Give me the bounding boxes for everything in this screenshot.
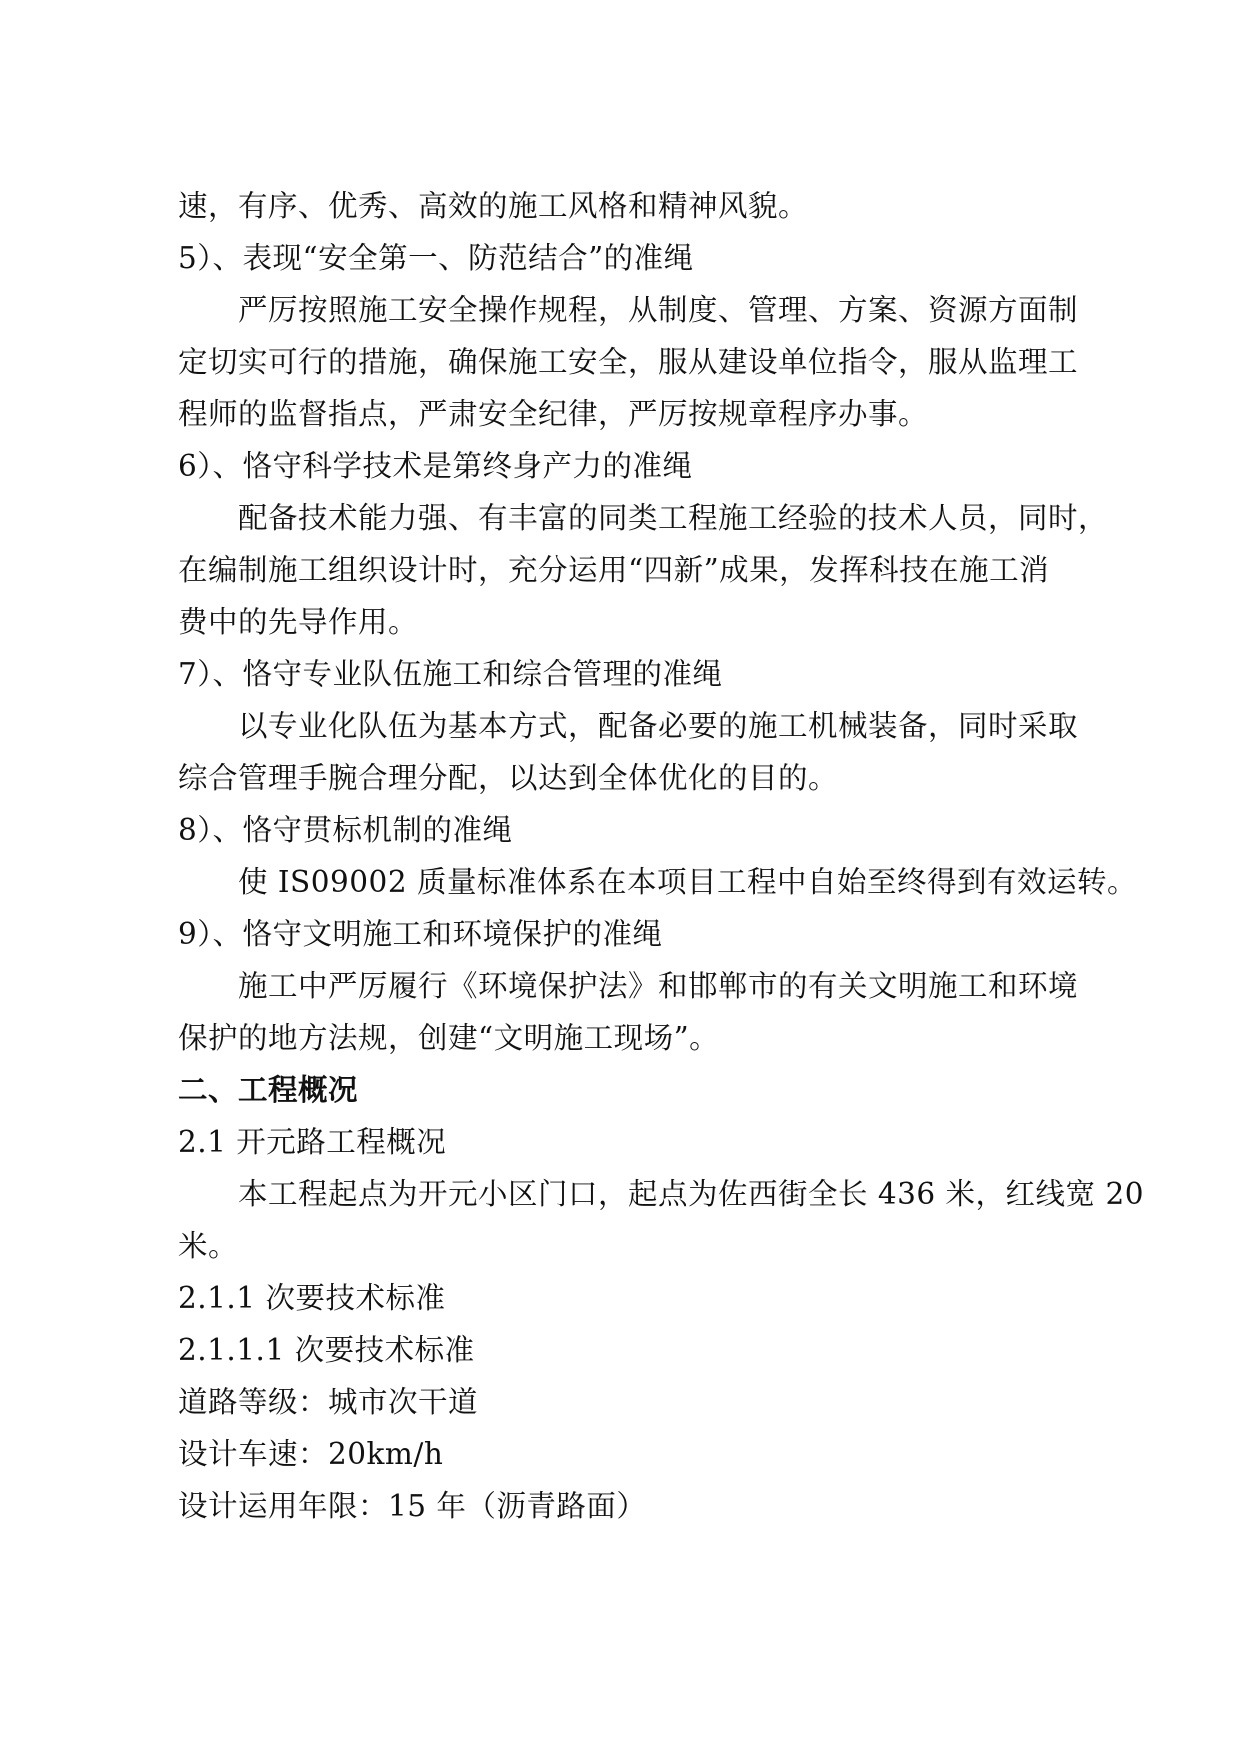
list-item-9-heading: 9）、恪守文明施工和环境保护的准绳 xyxy=(178,917,663,951)
paragraph-line: 本工程起点为开元小区门口，起点为佐西街全长 436 米，红线宽 20 xyxy=(238,1177,1144,1211)
paragraph-line: 保护的地方法规，创建“文明施工现场”。 xyxy=(178,1021,720,1055)
spec-line-road-grade: 道路等级：城市次干道 xyxy=(178,1385,479,1419)
spec-line-design-life: 设计运用年限：15 年（沥青路面） xyxy=(178,1489,647,1523)
spec-line-design-speed: 设计车速：20km/h xyxy=(178,1437,444,1471)
paragraph-line: 速，有序、优秀、高效的施工风格和精神风貌。 xyxy=(178,189,809,223)
paragraph-line: 费中的先导作用。 xyxy=(178,605,419,639)
paragraph-line: 米。 xyxy=(178,1229,239,1263)
paragraph-line: 以专业化队伍为基本方式，配备必要的施工机械装备，同时采取 xyxy=(238,709,1079,743)
paragraph-line: 配备技术能力强、有丰富的同类工程施工经验的技术人员，同时， xyxy=(238,501,1109,535)
list-item-7-heading: 7）、恪守专业队伍施工和综合管理的准绳 xyxy=(178,657,723,691)
paragraph-line: 使 IS09002 质量标准体系在本项目工程中自始至终得到有效运转。 xyxy=(238,865,1137,899)
section-heading: 二、工程概况 xyxy=(178,1072,359,1107)
paragraph-line: 定切实可行的措施，确保施工安全，服从建设单位指令，服从监理工 xyxy=(178,345,1079,379)
paragraph-line: 程师的监督指点，严肃安全纪律，严厉按规章程序办事。 xyxy=(178,397,929,431)
document-body xyxy=(178,180,1144,1532)
subsection-heading: 2.1.1 次要技术标准 xyxy=(178,1281,446,1315)
paragraph-line: 综合管理手腕合理分配，以达到全体优化的目的。 xyxy=(178,761,839,795)
list-item-5-heading: 5）、表现“安全第一、防范结合”的准绳 xyxy=(178,241,694,275)
paragraph-line: 在编制施工组织设计时，充分运用“四新”成果，发挥科技在施工消 xyxy=(178,553,1050,587)
subsection-heading: 2.1 开元路工程概况 xyxy=(178,1125,447,1159)
paragraph-line: 严厉按照施工安全操作规程，从制度、管理、方案、资源方面制 xyxy=(238,293,1079,327)
list-item-6-heading: 6）、恪守科学技术是第终身产力的准绳 xyxy=(178,449,693,483)
paragraph-line: 施工中严厉履行《环境保护法》和邯郸市的有关文明施工和环境 xyxy=(238,969,1079,1003)
list-item-8-heading: 8）、恪守贯标机制的准绳 xyxy=(178,813,513,847)
subsection-heading: 2.1.1.1 次要技术标准 xyxy=(178,1333,475,1367)
